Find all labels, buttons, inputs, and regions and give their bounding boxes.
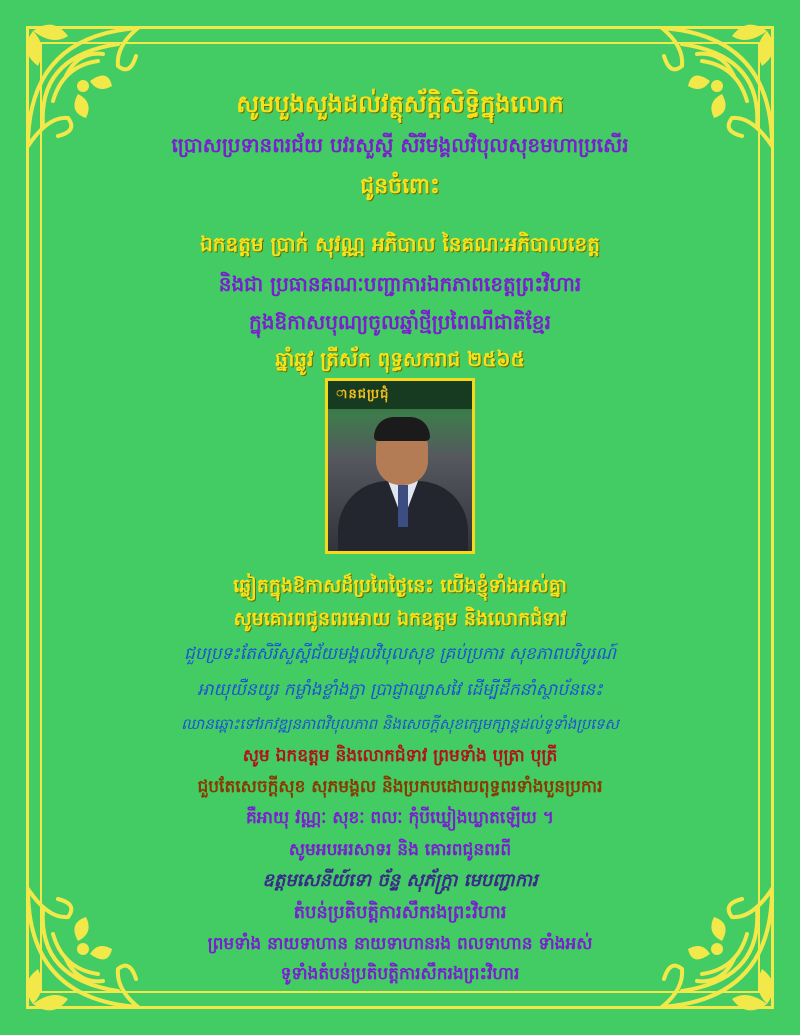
official-portrait-photo [325,378,475,554]
header-to-line: ជូនចំពោះ [360,174,440,199]
header-wish-line: ប្រោសប្រទានពរជ័យ បវរសួស្តី សិរីមង្គលវិបុលសុខមហាប្រសើរ [171,133,629,157]
wish-line-8: គឺអាយុ វណ្ណៈ សុខៈ ពលៈ កុំបីឃ្លៀងឃ្លាតឡើយ ។ [246,808,554,828]
header-blessing-line: សូមបួងសួងដល់វត្ថុស័ក្តិសិទ្ធិក្នុងលោក [236,90,564,118]
wish-line-7: ជួបតែសេចក្តីសុខ សុភមង្គល និងប្រកបដោយពុទ្ធពរទាំងបួនប្រការ [197,777,603,797]
wish-line-6: សូម ឯកឧត្តម និងលោកជំទាវ ព្រមទាំង បុត្រា បុត្រី [242,746,558,766]
wish-line-9: សូមអបអរសាទរ និង គោរពជូនពរពី [288,840,512,860]
recipient-name-line: ឯកឧត្តម ប្រាក់ សុវណ្ណ អភិបាល នៃគណៈអភិបាលខេត្ត [200,232,600,256]
wish-line-4: អាយុយឺនយូរ កម្លាំងខ្លាំងក្លា ប្រាជ្ញាឈ្លាសវៃ ដើម្បីដឹកនាំស្ថាប័ននេះ [197,680,603,700]
wish-line-3: ជួបប្រទះតែសិរីសួស្តីជ័យមង្គលវិបុលសុខ គ្រប់ប្រការ សុខភាពបរិបូរណ៍ [184,644,616,664]
sender-name-line: ឧត្តមសេនីយ៍ទោ ច័ន្ទ សុភ័ក្ត្រា មេបញ្ជាការ [262,870,538,891]
wish-line-5: ឈានឆ្ពោះទៅរកវឌ្ឍនភាពវិបុលភាព និងសេចក្តីសុខក្សេមក្សាន្តដល់ទូទាំងប្រទេស [181,715,619,733]
portrait-hair [374,417,430,441]
recipient-occasion-line: ក្នុងឱកាសបុណ្យចូលឆ្នាំថ្មីប្រពៃណីជាតិខ្មែរ [249,310,551,334]
wish-line-1: ឆ្លៀតក្នុងឱកាសដ៏ប្រពៃថ្ងៃនេះ យើងខ្ញុំទាំងអស់គ្នា [233,575,567,597]
sender-region-line: ទូទាំងតំបន់ប្រតិបត្តិការសឹករងព្រះវិហារ [280,964,520,984]
sender-staff-line: ព្រមទាំង នាយទាហាន នាយទាហានរង ពលទាហាន ទាំងអស់ [207,934,593,954]
portrait-tie [398,485,408,527]
wish-line-2: សូមគោរពជូនពរអោយ ឯកឧត្តម និងលោកជំទាវ [233,608,567,630]
recipient-title-line: និងជា ប្រធានគណៈបញ្ជាការឯកភាពខេត្តព្រះវិហារ [218,272,582,296]
recipient-year-line: ឆ្នាំឆ្លូវ ត្រីស័ក ពុទ្ធសករាជ ២៥៦៥ [275,347,525,371]
sender-unit-line: តំបន់ប្រតិបត្តិការសឹករងព្រះវិហារ [293,902,507,923]
photo-banner-text: ានជប្រជុំ [336,387,390,402]
